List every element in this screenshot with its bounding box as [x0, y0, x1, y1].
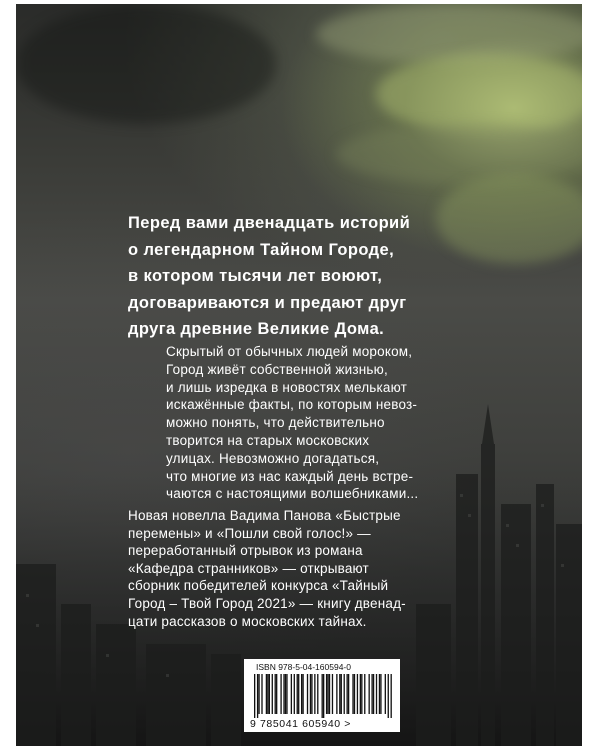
barcode-bar [388, 674, 389, 718]
barcode-bar [298, 674, 299, 714]
blurb-line: можно понять, что действительно [166, 415, 385, 431]
barcode-bar [283, 674, 284, 714]
barcode-bar [391, 674, 392, 718]
barcode-bar [266, 674, 267, 714]
barcode-bar [258, 674, 259, 714]
blurb-paragraph [166, 343, 466, 503]
barcode-bar [326, 674, 327, 714]
promo-line: переработанный отрывок из романа [128, 543, 363, 559]
barcode-bar [310, 674, 311, 714]
headline-line: договариваются и предают друг [128, 293, 407, 312]
barcode-bar [257, 674, 258, 718]
blurb-line: Скрытый от обычных людей мороком, [166, 344, 413, 359]
headline-line: друга древние Великие Дома. [128, 320, 385, 338]
isbn-label: ISBN 978-5-04-160594-0 [256, 662, 351, 672]
headline-line: Перед вами двенадцать историй [128, 214, 411, 232]
promo-paragraph [128, 507, 448, 630]
blurb-line: чаются с настоящими волшебниками... [166, 486, 419, 502]
barcode-bar [323, 674, 324, 718]
blurb-line: творится на старых московских [166, 432, 370, 448]
promo-line: цати рассказов о московских тайнах. [128, 613, 367, 629]
headline [128, 210, 458, 343]
barcode [254, 674, 392, 718]
barcode-bar [380, 674, 381, 714]
barcode-bar [269, 674, 270, 714]
promo-line: «Кафедра странников» — открывают [128, 560, 369, 576]
barcode-bar [286, 674, 287, 714]
isbn-barcode-box [244, 659, 400, 732]
barcode-bar [327, 674, 328, 714]
barcode-bar [322, 674, 323, 718]
barcode-bar [376, 674, 377, 714]
barcode-bar [276, 674, 277, 714]
barcode-bar [275, 674, 276, 714]
barcode-bar [307, 674, 308, 714]
barcode-bar [371, 674, 372, 714]
barcode-bar [267, 674, 268, 714]
barcode-bar [329, 674, 330, 714]
barcode-bar [352, 674, 353, 714]
blurb-line: улицах. Невозможно догадаться, [166, 450, 380, 466]
barcode-bar [280, 674, 281, 714]
barcode-bar [311, 674, 312, 714]
barcode-bar [361, 674, 362, 714]
barcode-bar [379, 674, 380, 714]
barcode-bar [301, 674, 302, 714]
barcode-bar [336, 674, 337, 714]
barcode-bar [341, 674, 342, 714]
barcode-bar [294, 674, 295, 714]
barcode-bar [261, 674, 262, 714]
blurb-line: искажённые факты, по которым невоз- [166, 397, 418, 413]
barcode-bar [254, 674, 255, 718]
barcode-bar [272, 674, 273, 714]
blurb-line: что многие из нас каждый день встре- [166, 468, 414, 484]
blurb-line: Город живёт собственной жизнью, [166, 361, 388, 377]
barcode-bar [348, 674, 349, 714]
barcode-bar [332, 674, 333, 714]
barcode-bar [357, 674, 358, 714]
barcode-bar [364, 674, 365, 714]
promo-line: Город – Твой Город 2021» — книгу двенад- [128, 595, 406, 611]
book-back-cover [16, 4, 582, 746]
headline-line: о легендарном Тайном Городе, [128, 240, 395, 259]
barcode-bar [373, 674, 374, 714]
barcode-bar [297, 674, 298, 714]
barcode-bar [360, 674, 361, 714]
promo-line: Новая новелла Вадима Панова «Быстрые [128, 508, 401, 523]
promo-line: перемены» и «Пошли свой голос!» — [128, 525, 371, 541]
barcode-bar [317, 674, 318, 714]
barcode-bar [344, 674, 345, 714]
headline-line: в котором тысячи лет воюют, [128, 267, 383, 285]
barcode-bar [385, 674, 386, 714]
barcode-bar [302, 674, 303, 714]
promo-line: сборник победителей конкурса «Тайный [128, 578, 389, 594]
barcode-digits: 9 785041 605940 > [250, 718, 351, 730]
blurb-line: и лишь изредка в новостях мелькают [166, 379, 408, 395]
barcode-bar [291, 674, 292, 714]
barcode-bar [285, 674, 286, 714]
barcode-bar [339, 674, 340, 714]
barcode-bar [354, 674, 355, 714]
barcode-bar [314, 674, 315, 714]
barcode-bar [346, 674, 347, 714]
barcode-bar [369, 674, 370, 714]
